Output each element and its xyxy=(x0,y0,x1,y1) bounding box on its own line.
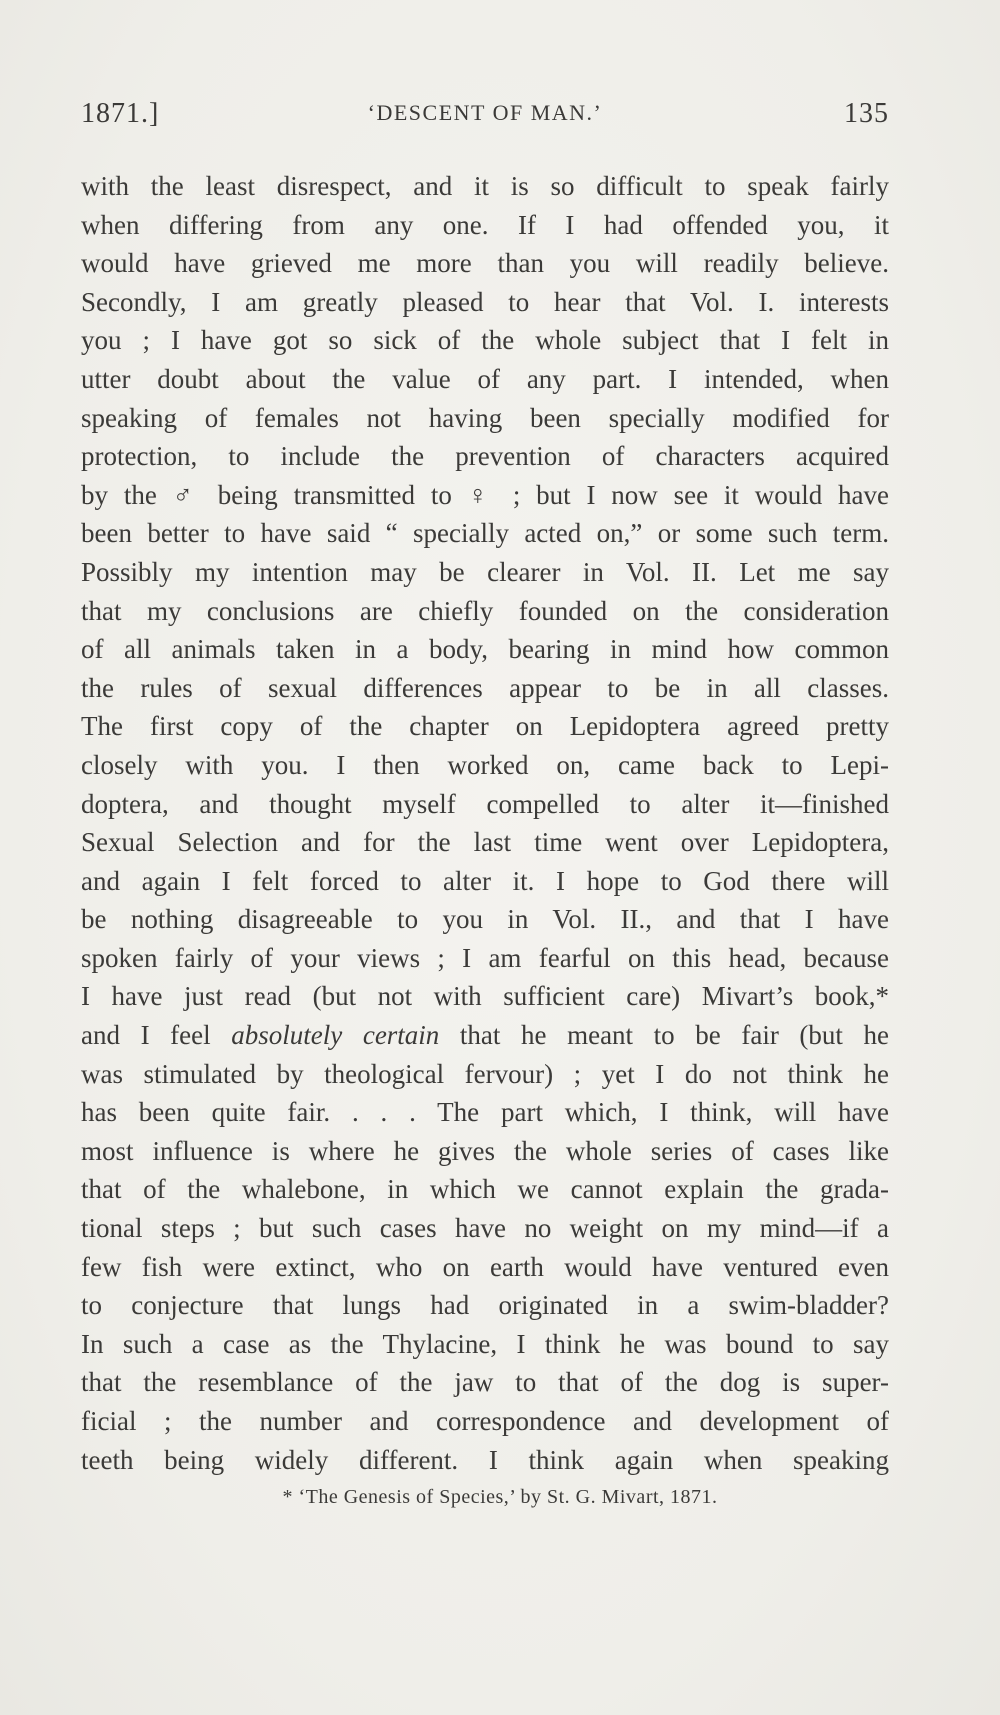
text-line: doptera, and thought myself compelled to alter it—finished xyxy=(81,788,889,819)
text-line: The first copy of the chapter on Lepidoptera agreed pretty xyxy=(81,711,889,742)
text-line: most influence is where he gives the whole series of cases like xyxy=(81,1135,889,1166)
text-line: of all animals taken in a body, bearing in mind how common xyxy=(81,634,889,665)
text-line: spoken fairly of your views ; I am fearful on this head, because xyxy=(81,942,889,973)
text-line: would have grieved me more than you will readily believe. xyxy=(81,248,889,279)
running-header xyxy=(81,98,889,138)
text-line: has been quite fair. . . . The part which, I think, will have xyxy=(81,1097,889,1128)
text-line: few fish were extinct, who on earth would have ventured even xyxy=(81,1251,889,1282)
line-after: that he meant to be fair (but he xyxy=(439,1020,889,1051)
text-line: that my conclusions are chiefly founded on the consideration xyxy=(81,595,889,626)
text-line: to conjecture that lungs had originated in a swim-bladder? xyxy=(81,1290,889,1321)
page-number: 135 xyxy=(844,98,889,129)
text-line: the rules of sexual differences appear to be in all classes. xyxy=(81,672,889,703)
header-title: ‘DESCENT OF MAN.’ xyxy=(367,100,603,125)
text-line: when differing from any one. If I had offended you, it xyxy=(81,209,889,240)
text-line: by the ♂ being transmitted to ♀ ; but I now see it would have xyxy=(81,479,889,510)
text-line: utter doubt about the value of any part. I intended, when xyxy=(81,363,889,394)
text-line: speaking of females not having been specially modified for xyxy=(81,402,889,433)
text-line: closely with you. I then worked on, came back to Lepi- xyxy=(81,749,889,780)
text-line: I have just read (but not with sufficient care) Mivart’s book,* xyxy=(81,981,889,1012)
text-line: been better to have said “ specially acted on,” or some such term. xyxy=(81,518,889,549)
text-line: Sexual Selection and for the last time went over Lepidoptera, xyxy=(81,827,889,858)
text-line: Possibly my intention may be clearer in Vol. II. Let me say xyxy=(81,556,889,587)
text-line: Secondly, I am greatly pleased to hear that Vol. I. interests xyxy=(81,286,889,317)
text-line: that of the whalebone, in which we cannot explain the grada- xyxy=(81,1174,889,1205)
text-line: tional steps ; but such cases have no weight on my mind—if a xyxy=(81,1213,889,1244)
text-line: with the least disrespect, and it is so difficult to speak fairly xyxy=(81,171,889,201)
italic-emphasis: absolutely certain xyxy=(231,1020,440,1051)
text-line: you ; I have got so sick of the whole subject that I felt in xyxy=(81,325,889,356)
text-line-italic xyxy=(81,1016,889,1055)
text-line: that the resemblance of the jaw to that of the dog is super- xyxy=(81,1367,889,1398)
text-line: was stimulated by theological fervour) ; yet I do not think he xyxy=(81,1058,889,1089)
text-line: protection, to include the prevention of characters acquired xyxy=(81,441,889,472)
text-line: be nothing disagreeable to you in Vol. II., and that I have xyxy=(81,904,889,935)
text-line: ficial ; the number and correspondence and development of xyxy=(81,1406,889,1436)
body-text xyxy=(81,167,889,1479)
line-before: and I feel xyxy=(81,1020,232,1051)
footnote: * ‘The Genesis of Species,’ by St. G. Mivart, 1871. xyxy=(282,1486,718,1508)
header-year: 1871.] xyxy=(81,98,160,129)
text-line: and again I felt forced to alter it. I hope to God there will xyxy=(81,865,889,896)
text-line: In such a case as the Thylacine, I think he was bound to say xyxy=(81,1328,889,1359)
text-line: teeth being widely different. I think again when speaking xyxy=(81,1444,889,1475)
